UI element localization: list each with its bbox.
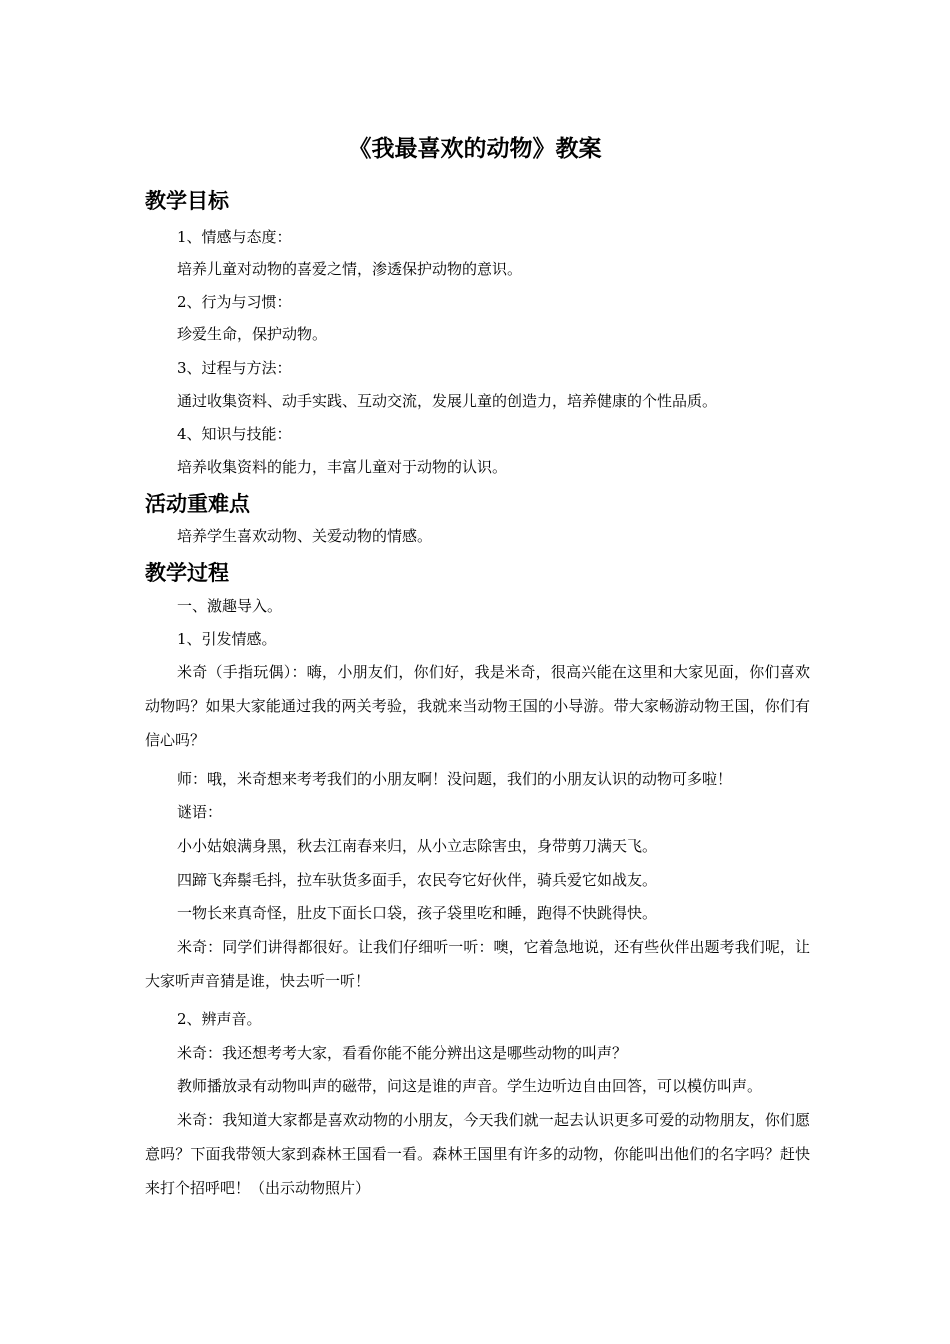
goal-line-7: 4、知识与技能： [177, 425, 292, 443]
process-line-2: 1、引发情感。 [177, 630, 277, 648]
process-line-5: 谜语： [177, 803, 223, 821]
process-paragraph-13: 米奇：我知道大家都是喜欢动物的小朋友，今天我们就一起去认识更多可爱的动物朋友，你们愿意吗？下面我带领大家到森林王国看一看。森林王国里有许多的动物，你能叫出他们的名字吗？赶快来打个招呼吧！（出示动物照片） [145, 1111, 810, 1197]
process-line-4: 师：哦，米奇想来考考我们的小朋友啊！没问题，我们的小朋友认识的动物可多啦！ [177, 770, 733, 788]
goal-line-4: 珍爱生命，保护动物。 [177, 325, 328, 343]
goal-line-1: 1、情感与态度： [177, 228, 292, 246]
goal-line-5: 3、过程与方法： [177, 359, 292, 377]
section-heading-process: 教学过程 [145, 561, 229, 585]
process-line-8: 一物长来真奇怪，肚皮下面长口袋，孩子袋里吃和睡，跑得不快跳得快。 [177, 904, 658, 922]
process-paragraph-9: 米奇：同学们讲得都很好。让我们仔细听一听：噢，它着急地说，还有些伙伴出题考我们呢，让大家听声音猜是谁，快去听一听！ [145, 938, 810, 990]
goal-line-8: 培养收集资料的能力，丰富儿童对于动物的认识。 [177, 458, 508, 476]
section-heading-key-points: 活动重难点 [145, 492, 250, 516]
document-title: 《我最喜欢的动物》教案 [348, 136, 602, 162]
section-heading-goals: 教学目标 [145, 189, 229, 213]
process-line-12: 教师播放录有动物叫声的磁带，问这是谁的声音。学生边听边自由回答，可以模仿叫声。 [177, 1077, 763, 1095]
process-paragraph-3: 米奇（手指玩偶）：嗨，小朋友们，你们好，我是米奇，很高兴能在这里和大家见面，你们喜欢动物吗？如果大家能通过我的两关考验，我就来当动物王国的小导游。带大家畅游动物王国，你们有信心吗？ [145, 663, 810, 749]
goal-line-6: 通过收集资料、动手实践、互动交流，发展儿童的创造力，培养健康的个性品质。 [177, 392, 718, 410]
process-line-10: 2、辨声音。 [177, 1010, 262, 1028]
process-line-11: 米奇：我还想考考大家，看看你能不能分辨出这是哪些动物的叫声？ [177, 1044, 628, 1062]
goal-line-3: 2、行为与习惯： [177, 293, 292, 311]
process-line-6: 小小姑娘满身黑，秋去江南春来归，从小立志除害虫，身带剪刀满天飞。 [177, 837, 658, 855]
process-line-7: 四蹄飞奔鬃毛抖，拉车驮货多面手，农民夸它好伙伴，骑兵爱它如战友。 [177, 871, 658, 889]
goal-line-2: 培养儿童对动物的喜爱之情，渗透保护动物的意识。 [177, 260, 523, 278]
key-point-line-1: 培养学生喜欢动物、关爱动物的情感。 [177, 527, 433, 545]
process-line-1: 一、激趣导入。 [177, 597, 283, 615]
